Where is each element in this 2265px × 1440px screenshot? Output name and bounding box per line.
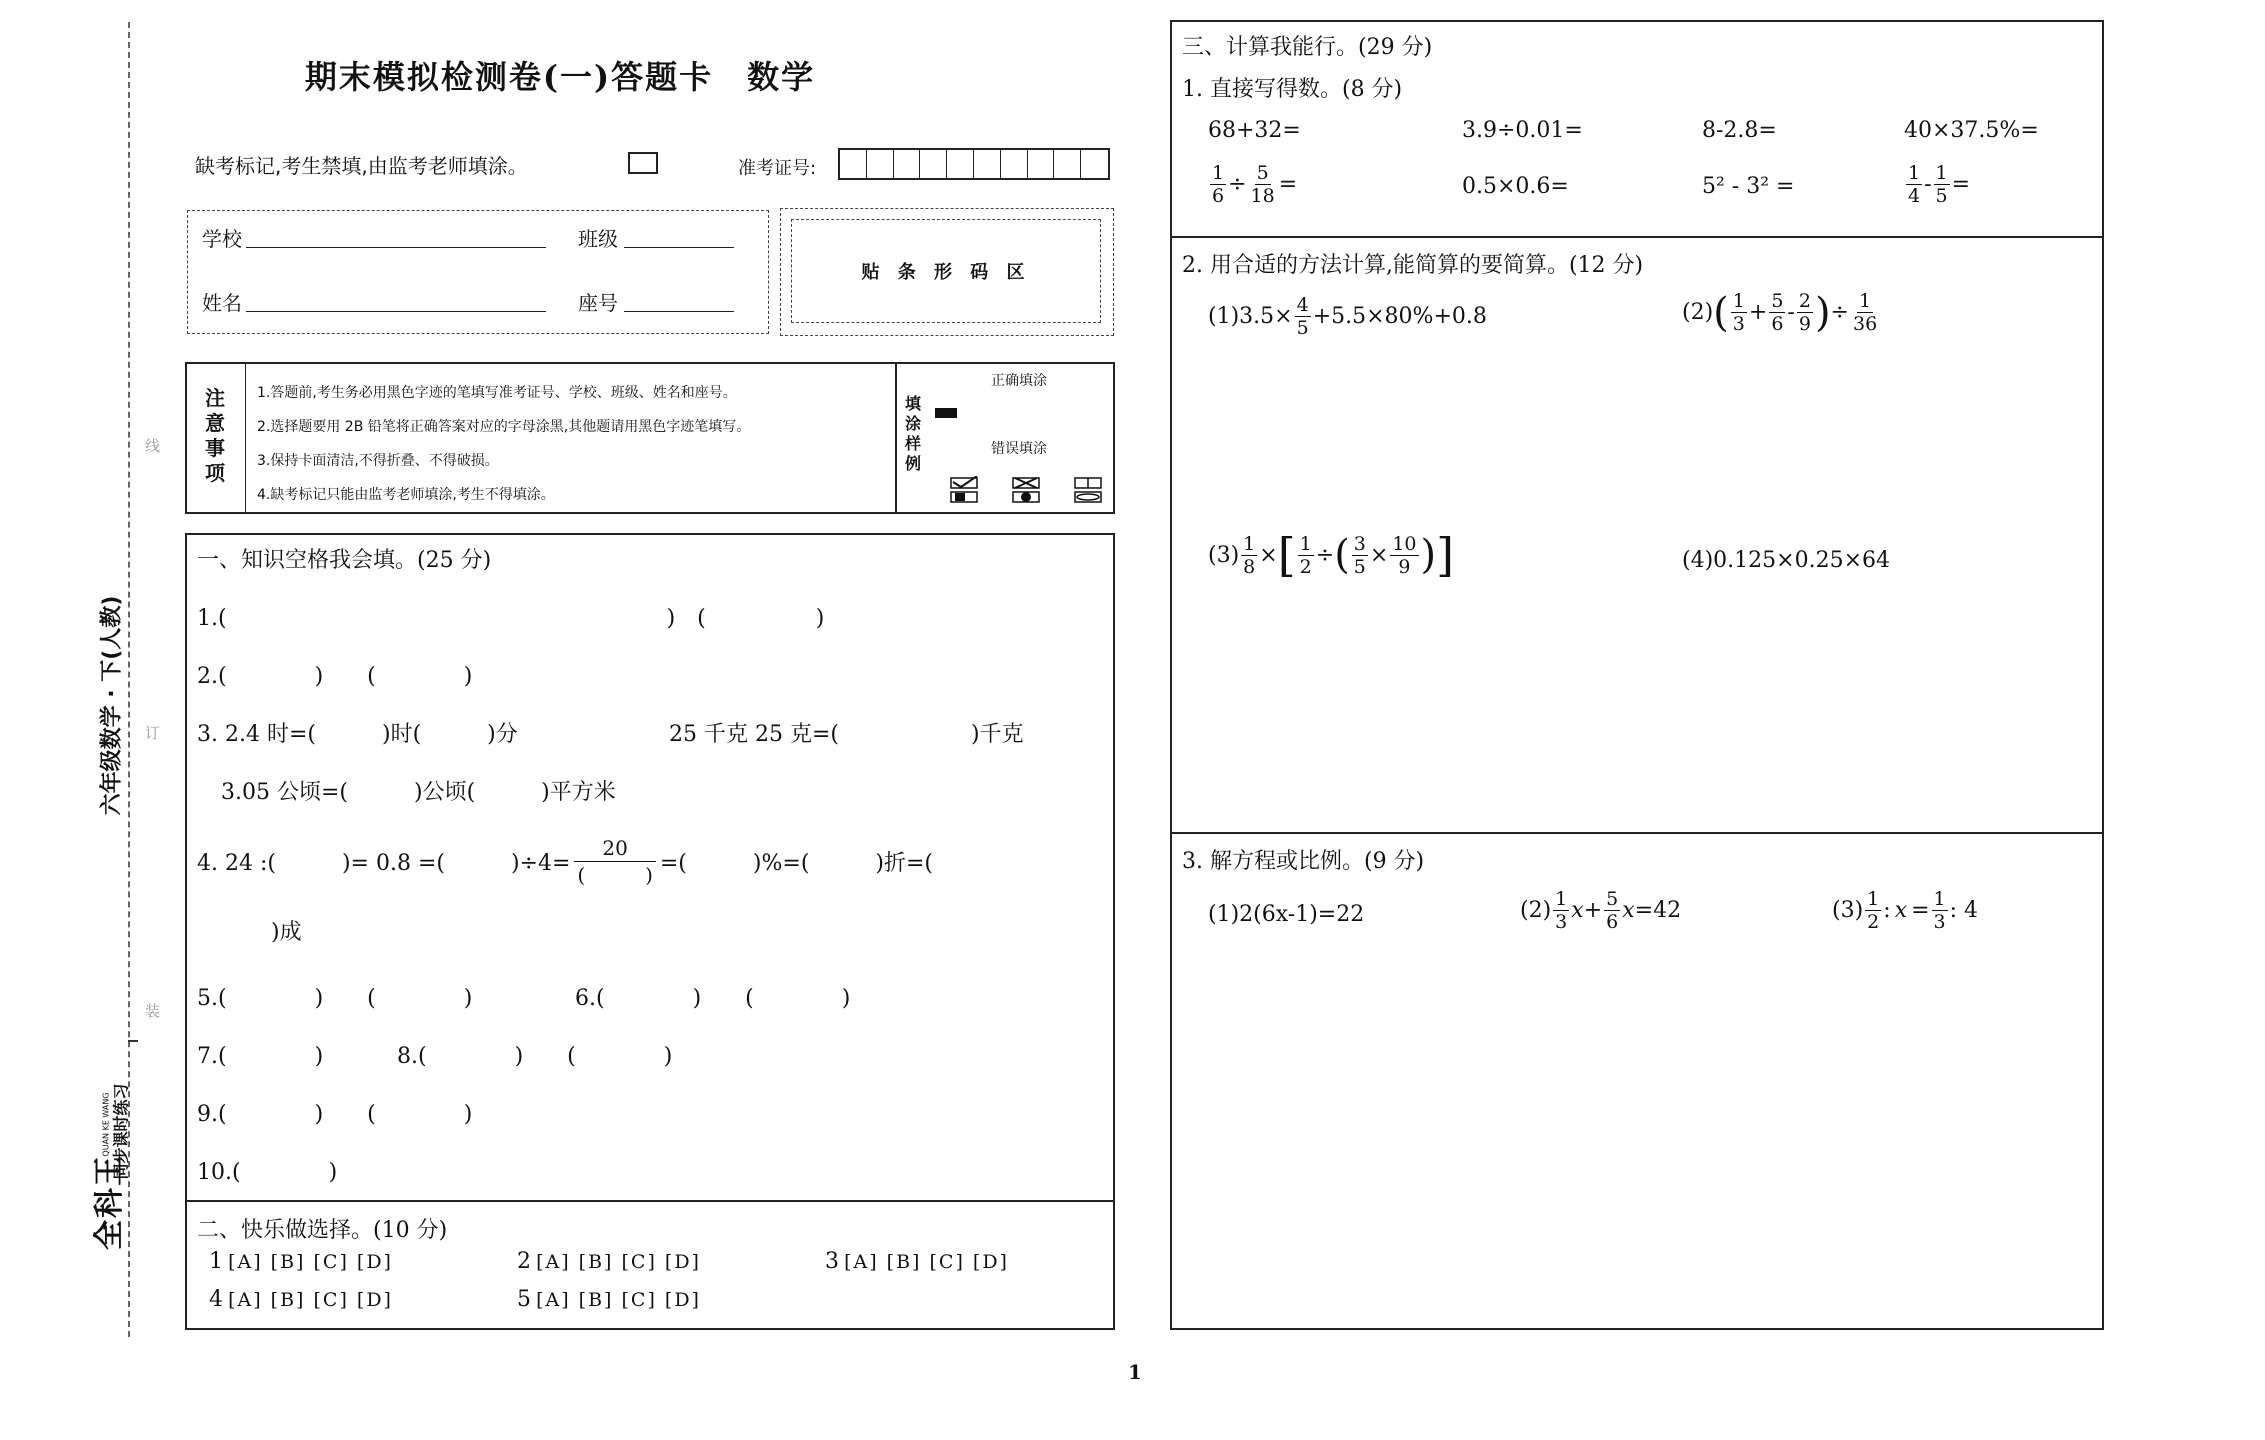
answer-q9[interactable]: 9.( ) ( ): [197, 1102, 473, 1127]
calc-3: 8-2.8=: [1702, 118, 1777, 143]
calc-7: 5² - 3² =: [1702, 174, 1795, 199]
equation-2: (2) $\frac{1}{3}$ x + $\frac{5}{6}$ x =42: [1520, 888, 1682, 933]
page-number: 1: [1128, 1360, 1142, 1384]
simplify-3: (3) $\frac{1}{8}$ × [ $\frac{1}{2}$ ÷ ( $\frac{3}{5}$ × $\frac{10}{9}$ ) ]: [1208, 528, 1455, 582]
cut-label-zhuang: 装: [145, 1002, 161, 1020]
seat-label: 座号: [578, 291, 618, 315]
answer-q5[interactable]: 5.( ) ( ): [197, 986, 473, 1011]
section3-box: [1170, 20, 2104, 1330]
school-field[interactable]: [246, 247, 546, 248]
calc-4: 40×37.5%=: [1904, 118, 2039, 143]
notice-title: 注 意 事 项: [205, 386, 225, 485]
wrong-fill-label: 错误填涂: [991, 441, 1047, 457]
name-field[interactable]: [246, 311, 546, 312]
answer-q3c[interactable]: 3.05 公顷=( )公顷( )平方米: [221, 780, 616, 805]
q4-fraction-numerator: 20: [574, 835, 655, 862]
brand-pinyin: QUAN KE WANG: [101, 1092, 111, 1157]
class-label: 班级: [578, 227, 618, 251]
fill-example-title: 填 涂 样 例: [905, 394, 922, 473]
notice-box: [185, 362, 1115, 514]
calc-1: 68+32=: [1208, 118, 1301, 143]
choice-q2[interactable]: 2 [A] [B] [C] [D]: [517, 1249, 701, 1274]
calc-2: 3.9÷0.01=: [1462, 118, 1583, 143]
barcode-area: [780, 208, 1114, 336]
student-info-box: [187, 210, 769, 334]
brand-logo: [58, 1080, 158, 1340]
answer-q1[interactable]: 1.( ) ( ): [197, 606, 825, 631]
name-label: 姓名: [202, 291, 242, 315]
correct-fill-label: 正确填涂: [991, 373, 1047, 389]
absent-note: 缺考标记,考生禁填,由监考老师填涂。: [195, 154, 528, 178]
seat-field[interactable]: [624, 311, 734, 312]
choice-q4[interactable]: 4 [A] [B] [C] [D]: [209, 1287, 393, 1312]
answer-q4-end: )成: [271, 920, 302, 945]
section1-box: [185, 533, 1115, 1330]
school-label: 学校: [202, 227, 242, 251]
calc-8: $\frac{1}{4}$ - $\frac{1}{5}$ =: [1908, 162, 1971, 207]
part1-title: 1. 直接写得数。(8 分): [1182, 77, 1403, 102]
part3-title: 3. 解方程或比例。(9 分): [1182, 849, 1425, 874]
answer-q8[interactable]: 8.( ) ( ): [397, 1044, 673, 1069]
answer-q7[interactable]: 7.( ): [197, 1044, 324, 1069]
calc-6: 0.5×0.6=: [1462, 174, 1569, 199]
simplify-1: (1)3.5× $\frac{4}{5}$ +5.5×80%+0.8: [1208, 294, 1487, 339]
class-field[interactable]: [624, 247, 734, 248]
brand-name: 全科王: [92, 1154, 127, 1250]
choice-q1[interactable]: 1 [A] [B] [C] [D]: [209, 1249, 393, 1274]
exam-number-label: 准考证号:: [738, 158, 817, 179]
wrong-fill-examples: [947, 476, 1107, 506]
notice-item: 4.缺考标记只能由监考老师填涂,考生不得填涂。: [257, 487, 555, 503]
page-title: 期末模拟检测卷(一)答题卡 数学: [304, 58, 816, 96]
notice-item: 3.保持卡面清洁,不得折叠、不得破损。: [257, 453, 499, 469]
notice-item: 2.选择题要用 2B 铅笔将正确答案对应的字母涂黑,其他题请用黑色字迹笔填写。: [257, 419, 751, 435]
answer-q4[interactable]: 4. 24 :( )= 0.8 =( )÷4= $\frac{20}{( )}$ =( )%=( )折=(: [197, 836, 933, 887]
section2-title: 二、快乐做选择。(10 分): [197, 1218, 448, 1243]
equation-1: (1)2(6x-1)=22: [1208, 902, 1365, 927]
brand-sub: 同步课时练习: [111, 1083, 131, 1180]
part2-title: 2. 用合适的方法计算,能简算的要简算。(12 分): [1182, 253, 1644, 278]
answer-q10[interactable]: 10.( ): [197, 1160, 338, 1185]
barcode-label: 贴 条 形 码 区: [861, 262, 1031, 283]
choice-q5[interactable]: 5 [A] [B] [C] [D]: [517, 1287, 701, 1312]
equation-3: (3) $\frac{1}{2}$ : x = $\frac{1}{3}$ : 4: [1832, 888, 1979, 933]
answer-q3b[interactable]: 25 千克 25 克=( )千克: [669, 722, 1024, 747]
answer-q3a[interactable]: 3. 2.4 时=( )时( )分: [197, 722, 518, 747]
cut-label-line: 线: [145, 437, 161, 455]
answer-q6[interactable]: 6.( ) ( ): [575, 986, 851, 1011]
section3-title: 三、计算我能行。(29 分): [1182, 35, 1433, 60]
simplify-2: (2) ( $\frac{1}{3}$ + $\frac{5}{6}$ - $\frac{2}{9}$ ) ÷ $\frac{1}{36}$: [1682, 289, 1878, 336]
exam-number-cells[interactable]: [838, 148, 1110, 180]
grade-label: 六年级数学 · 下(人教): [99, 595, 125, 816]
calc-5: $\frac{1}{6}$ ÷ $\frac{5}{18}$ =: [1212, 162, 1298, 207]
notice-item: 1.答题前,考生务必用黑色字迹的笔填写准考证号、学校、班级、姓名和座号。: [257, 385, 737, 401]
notice-items: [257, 376, 750, 512]
q4-fraction-denominator: ( ): [577, 863, 653, 887]
answer-q2[interactable]: 2.( ) ( ): [197, 664, 473, 689]
choice-q3[interactable]: 3 [A] [B] [C] [D]: [825, 1249, 1009, 1274]
correct-fill-example: [935, 408, 957, 418]
simplify-4: (4)0.125×0.25×64: [1682, 548, 1890, 573]
section1-title: 一、知识空格我会填。(25 分): [197, 548, 492, 573]
absent-mark-box[interactable]: [628, 152, 658, 174]
cut-label-ding: 订: [145, 724, 161, 742]
